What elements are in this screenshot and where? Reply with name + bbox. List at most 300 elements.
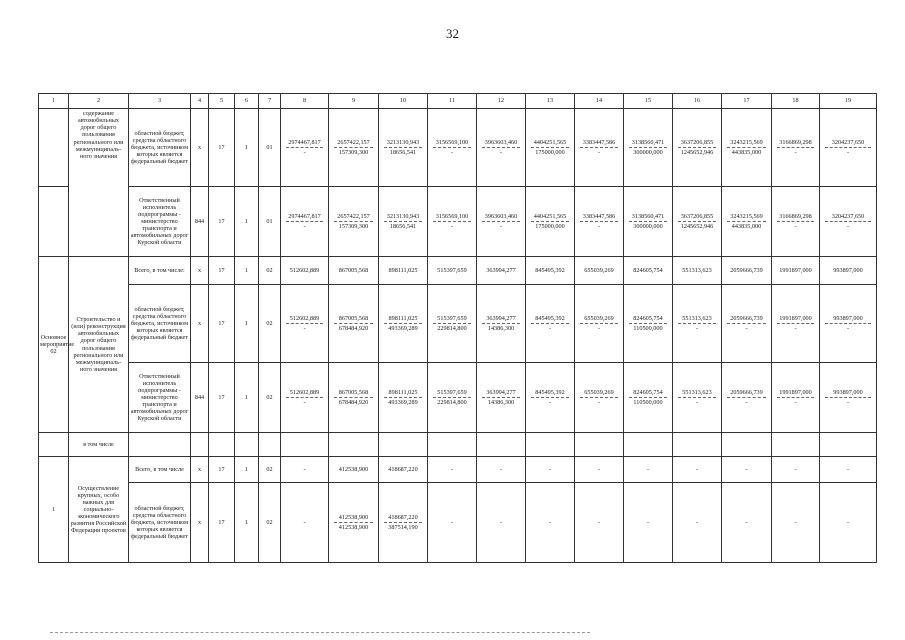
- value-divider: [727, 147, 766, 148]
- value-cell: [428, 285, 477, 363]
- header-cell: 12: [477, 94, 526, 109]
- value-main: 824605,754: [633, 314, 663, 322]
- blank-cell: [428, 433, 477, 457]
- value-cell: [526, 483, 575, 563]
- value-cell: [329, 483, 379, 563]
- value-federal: 678484,920: [338, 399, 369, 406]
- value-divider: [629, 323, 667, 324]
- value-main: 3637206,855: [680, 212, 714, 220]
- value-cell: [329, 457, 379, 483]
- value-federal: 18656,541: [389, 149, 417, 156]
- blank-cell: [526, 433, 575, 457]
- value-cell: [428, 483, 477, 563]
- code-cell: 844: [191, 187, 209, 257]
- value-cell: [820, 363, 877, 433]
- value-cell: [820, 109, 877, 187]
- value-cell: [820, 285, 877, 363]
- value-cell: [673, 257, 722, 285]
- value-divider: [580, 147, 618, 148]
- value-divider: [777, 221, 814, 222]
- header-cell: 19: [820, 94, 877, 109]
- value-main: -: [745, 518, 748, 526]
- value-cell: [281, 257, 329, 285]
- value-main: -: [794, 518, 797, 526]
- value-cell: [820, 483, 877, 563]
- table-row: [39, 187, 877, 257]
- value-main: 3138560,471: [631, 212, 665, 220]
- value-federal: 493369,289: [388, 399, 418, 406]
- code-cell: 01: [259, 109, 281, 187]
- header-cell: 4: [191, 94, 209, 109]
- value-main: 363994,277: [486, 388, 516, 396]
- value-divider: [286, 397, 323, 398]
- header-row: [39, 94, 877, 109]
- value-main: -: [646, 518, 650, 526]
- in-that-number-row: [39, 433, 877, 457]
- value-federal: 229814,800: [437, 399, 467, 406]
- value-main: -: [695, 465, 699, 473]
- value-divider: [334, 522, 373, 523]
- value-divider: [629, 397, 667, 398]
- blank-cell: [39, 433, 69, 457]
- value-cell: [722, 285, 772, 363]
- blank-cell: [329, 433, 379, 457]
- value-main: 824605,754: [633, 266, 663, 274]
- value-federal: 14386,300: [487, 325, 515, 332]
- blank-cell: [235, 433, 259, 457]
- value-federal: -: [695, 325, 699, 332]
- value-federal: 18656,541: [389, 223, 417, 230]
- source-cell: Всего, в том числе: [129, 457, 191, 483]
- code-cell: 1: [235, 285, 259, 363]
- value-divider: [334, 147, 373, 148]
- value-cell: [772, 363, 820, 433]
- value-federal: -: [303, 325, 306, 332]
- value-main: 3963603,460: [484, 212, 518, 220]
- value-main: 512602,889: [289, 314, 320, 322]
- value-cell: [379, 187, 428, 257]
- value-federal: 175000,000: [535, 223, 565, 230]
- value-cell: [379, 363, 428, 433]
- value-main: 551313,623: [682, 314, 712, 322]
- value-main: 3204237,650: [831, 212, 865, 220]
- value-divider: [531, 323, 569, 324]
- code-cell: x: [191, 285, 209, 363]
- value-cell: [281, 285, 329, 363]
- value-federal: -: [548, 399, 552, 406]
- value-divider: [482, 397, 520, 398]
- value-divider: [678, 323, 716, 324]
- value-main: -: [450, 465, 454, 473]
- budget-table: [38, 93, 877, 563]
- source-cell: Ответственный исполнитель подпрограммы - министерство транспорта и автомобильных дорог Курской области: [129, 187, 191, 257]
- value-federal: -: [597, 325, 601, 332]
- value-main: 2657422,157: [337, 138, 370, 146]
- value-main: 515397,659: [437, 314, 467, 322]
- code-cell: 17: [209, 363, 235, 433]
- value-main: 1991897,000: [779, 266, 812, 274]
- value-divider: [482, 221, 520, 222]
- value-divider: [678, 397, 716, 398]
- code-cell: 1: [235, 363, 259, 433]
- value-federal: -: [695, 399, 699, 406]
- value-cell: [379, 285, 428, 363]
- code-cell: 1: [235, 457, 259, 483]
- value-main: 845495,392: [535, 388, 565, 396]
- source-cell: Всего, в том числе:: [129, 257, 191, 285]
- value-main: 3166869,298: [779, 138, 812, 146]
- code-cell: 02: [259, 285, 281, 363]
- value-cell: [673, 285, 722, 363]
- value-cell: [772, 483, 820, 563]
- project-number: 1: [39, 457, 69, 563]
- value-divider: [727, 323, 766, 324]
- value-main: 2059666,739: [730, 388, 763, 396]
- value-federal: 493369,289: [388, 325, 418, 332]
- header-cell: 17: [722, 94, 772, 109]
- value-cell: [673, 109, 722, 187]
- value-main: 3138560,471: [631, 138, 665, 146]
- table-row: [39, 363, 877, 433]
- value-main: 898111,025: [388, 266, 418, 274]
- header-cell: 14: [575, 94, 624, 109]
- value-divider: [334, 221, 373, 222]
- value-cell: [281, 363, 329, 433]
- value-federal: 678484,920: [338, 325, 369, 332]
- code-cell: 17: [209, 457, 235, 483]
- header-cell: 11: [428, 94, 477, 109]
- value-divider: [531, 221, 569, 222]
- value-main: 3243215,569: [730, 212, 763, 220]
- measure-name: содержание автомобильных дорог общего пользования регионального или межмуниципаль-ного значения: [69, 109, 129, 257]
- value-cell: [526, 257, 575, 285]
- value-federal: -: [846, 149, 850, 156]
- value-cell: [379, 257, 428, 285]
- value-main: 3963603,460: [484, 138, 518, 146]
- value-divider: [825, 397, 871, 398]
- value-cell: [722, 109, 772, 187]
- value-cell: [575, 109, 624, 187]
- value-main: 551313,623: [682, 388, 712, 396]
- in-that-number-label: в том числе: [69, 433, 129, 457]
- value-main: 363994,277: [486, 314, 516, 322]
- measure-cell: [39, 187, 69, 257]
- value-federal: -: [597, 399, 601, 406]
- code-cell: 17: [209, 285, 235, 363]
- value-divider: [384, 522, 422, 523]
- value-cell: [428, 363, 477, 433]
- value-cell: [575, 483, 624, 563]
- measure-cell: [39, 109, 69, 187]
- table-row: [39, 109, 877, 187]
- value-divider: [482, 323, 520, 324]
- value-federal: -: [303, 399, 306, 406]
- value-divider: [384, 323, 422, 324]
- value-federal: -: [303, 223, 306, 230]
- value-cell: [477, 483, 526, 563]
- code-cell: 17: [209, 483, 235, 563]
- value-divider: [433, 147, 471, 148]
- code-cell: 02: [259, 457, 281, 483]
- code-cell: 02: [259, 363, 281, 433]
- table-row: [39, 285, 877, 363]
- value-divider: [433, 397, 471, 398]
- value-divider: [531, 147, 569, 148]
- value-divider: [384, 397, 422, 398]
- header-cell: 13: [526, 94, 575, 109]
- footer-rule: [50, 632, 590, 633]
- code-cell: x: [191, 483, 209, 563]
- value-divider: [384, 147, 422, 148]
- value-cell: [575, 257, 624, 285]
- value-divider: [580, 397, 618, 398]
- value-main: 2059666,739: [730, 266, 763, 274]
- header-cell: 8: [281, 94, 329, 109]
- value-federal: 110500,000: [633, 399, 663, 406]
- value-main: 867005,568: [338, 266, 369, 274]
- table-row: [39, 257, 877, 285]
- value-divider: [777, 147, 814, 148]
- code-cell: 844: [191, 363, 209, 433]
- code-cell: 17: [209, 109, 235, 187]
- value-divider: [825, 323, 871, 324]
- value-divider: [825, 147, 871, 148]
- value-main: 3204237,650: [831, 138, 865, 146]
- code-cell: 17: [209, 257, 235, 285]
- value-cell: [526, 285, 575, 363]
- value-cell: [281, 483, 329, 563]
- value-federal: 229814,800: [437, 325, 467, 332]
- value-cell: [477, 285, 526, 363]
- code-cell: x: [191, 257, 209, 285]
- value-cell: [428, 109, 477, 187]
- value-cell: [575, 363, 624, 433]
- value-cell: [772, 457, 820, 483]
- project-name: Осуществление крупных, особо важных для социально-экономического развития Российской Федерации проектов: [69, 457, 129, 563]
- value-main: -: [548, 518, 552, 526]
- value-federal: -: [794, 399, 797, 406]
- code-cell: 01: [259, 187, 281, 257]
- value-cell: [772, 257, 820, 285]
- value-cell: [673, 483, 722, 563]
- code-cell: x: [191, 457, 209, 483]
- value-main: 3383447,586: [582, 212, 616, 220]
- value-cell: [624, 285, 673, 363]
- value-main: -: [548, 465, 552, 473]
- value-main: 3637206,855: [680, 138, 714, 146]
- value-main: 4404251,565: [533, 212, 567, 220]
- value-federal: -: [548, 325, 552, 332]
- value-cell: [477, 109, 526, 187]
- value-cell: [526, 187, 575, 257]
- value-main: 3213130,943: [386, 138, 420, 146]
- value-cell: [624, 457, 673, 483]
- value-main: 418687,220: [388, 465, 418, 473]
- value-cell: [673, 457, 722, 483]
- value-divider: [629, 221, 667, 222]
- value-main: -: [303, 518, 306, 526]
- value-main: -: [846, 518, 850, 526]
- value-cell: [329, 285, 379, 363]
- value-main: 551313,623: [682, 266, 712, 274]
- value-main: -: [794, 465, 797, 473]
- source-cell: областной бюджет, средства областного бюджета, источником которых является федеральный бюджет: [129, 483, 191, 563]
- value-federal: -: [794, 325, 797, 332]
- header-cell: 3: [129, 94, 191, 109]
- code-cell: 1: [235, 483, 259, 563]
- blank-cell: [191, 433, 209, 457]
- measure-cell: Основное мероприятие 02: [39, 257, 69, 433]
- value-main: 4404251,565: [533, 138, 567, 146]
- value-cell: [772, 187, 820, 257]
- value-cell: [624, 187, 673, 257]
- blank-cell: [772, 433, 820, 457]
- value-divider: [777, 397, 814, 398]
- value-main: -: [597, 518, 601, 526]
- value-main: 1991897,000: [779, 388, 812, 396]
- blank-cell: [673, 433, 722, 457]
- value-divider: [727, 221, 766, 222]
- header-cell: 7: [259, 94, 281, 109]
- value-cell: [477, 457, 526, 483]
- value-federal: -: [303, 149, 306, 156]
- value-cell: [526, 363, 575, 433]
- code-cell: x: [191, 109, 209, 187]
- value-federal: -: [794, 149, 797, 156]
- code-cell: 1: [235, 109, 259, 187]
- value-cell: [722, 457, 772, 483]
- value-main: 3156569,100: [435, 212, 469, 220]
- value-cell: [379, 483, 428, 563]
- value-main: 2974467,817: [288, 138, 321, 146]
- value-federal: -: [794, 223, 797, 230]
- value-main: -: [499, 518, 503, 526]
- value-main: -: [695, 518, 699, 526]
- value-federal: -: [499, 223, 503, 230]
- value-federal: 443835,000: [731, 223, 762, 230]
- project-row: [39, 483, 877, 563]
- value-cell: [379, 457, 428, 483]
- value-cell: [428, 187, 477, 257]
- value-divider: [334, 323, 373, 324]
- value-federal: 300000,000: [633, 149, 663, 156]
- value-cell: [575, 187, 624, 257]
- value-divider: [384, 221, 422, 222]
- value-main: 993897,000: [833, 266, 863, 274]
- value-main: 3213130,943: [386, 212, 420, 220]
- value-main: -: [450, 518, 454, 526]
- value-main: 898111,025: [388, 314, 418, 322]
- value-main: -: [597, 465, 601, 473]
- value-federal: -: [499, 149, 503, 156]
- blank-cell: [722, 433, 772, 457]
- value-cell: [772, 285, 820, 363]
- value-main: 2657422,157: [337, 212, 370, 220]
- header-cell: 15: [624, 94, 673, 109]
- value-cell: [477, 187, 526, 257]
- value-divider: [286, 147, 323, 148]
- value-federal: 300000,000: [633, 223, 663, 230]
- header-cell: 2: [69, 94, 129, 109]
- value-cell: [820, 187, 877, 257]
- value-federal: 412538,900: [338, 524, 369, 531]
- value-cell: [428, 257, 477, 285]
- value-cell: [329, 363, 379, 433]
- value-main: -: [846, 465, 850, 473]
- header-cell: 1: [39, 94, 69, 109]
- value-main: 845495,392: [535, 266, 565, 274]
- blank-cell: [379, 433, 428, 457]
- value-divider: [727, 397, 766, 398]
- value-cell: [379, 109, 428, 187]
- header-cell: 10: [379, 94, 428, 109]
- value-cell: [673, 363, 722, 433]
- value-divider: [629, 147, 667, 148]
- value-divider: [777, 323, 814, 324]
- value-main: 418687,220: [388, 513, 418, 521]
- value-cell: [722, 363, 772, 433]
- value-cell: [624, 109, 673, 187]
- value-cell: [526, 457, 575, 483]
- value-main: 655039,269: [584, 314, 614, 322]
- header-cell: 5: [209, 94, 235, 109]
- value-main: 515397,659: [437, 388, 467, 396]
- value-federal: 14386,300: [487, 399, 515, 406]
- value-federal: 387514,190: [388, 524, 418, 531]
- value-main: 3243215,569: [730, 138, 763, 146]
- value-main: -: [499, 465, 503, 473]
- value-federal: -: [846, 325, 850, 332]
- project-row: [39, 457, 877, 483]
- blank-cell: [259, 433, 281, 457]
- value-divider: [531, 397, 569, 398]
- value-main: 412538,900: [338, 513, 369, 521]
- value-cell: [820, 457, 877, 483]
- blank-cell: [281, 433, 329, 457]
- blank-cell: [624, 433, 673, 457]
- value-main: 898111,025: [388, 388, 418, 396]
- blank-cell: [575, 433, 624, 457]
- source-cell: областной бюджет, средства областного бюджета, источником которых является федеральный бюджет: [129, 285, 191, 363]
- value-cell: [722, 483, 772, 563]
- value-divider: [433, 221, 471, 222]
- value-main: 512602,889: [289, 266, 320, 274]
- value-divider: [334, 397, 373, 398]
- header-cell: 9: [329, 94, 379, 109]
- value-divider: [482, 147, 520, 148]
- value-federal: -: [450, 223, 454, 230]
- value-divider: [286, 323, 323, 324]
- value-divider: [825, 221, 871, 222]
- value-federal: 1245652,946: [680, 149, 714, 156]
- value-cell: [624, 483, 673, 563]
- value-federal: -: [846, 223, 850, 230]
- code-cell: 02: [259, 483, 281, 563]
- value-cell: [477, 363, 526, 433]
- value-cell: [281, 109, 329, 187]
- code-cell: 1: [235, 257, 259, 285]
- value-federal: 157309,300: [338, 149, 369, 156]
- value-main: 3383447,586: [582, 138, 616, 146]
- value-cell: [673, 187, 722, 257]
- value-divider: [286, 221, 323, 222]
- value-federal: 443835,000: [731, 149, 762, 156]
- value-cell: [722, 187, 772, 257]
- blank-cell: [477, 433, 526, 457]
- value-federal: 110500,000: [633, 325, 663, 332]
- value-main: 2059666,739: [730, 314, 763, 322]
- value-main: 363994,277: [486, 266, 516, 274]
